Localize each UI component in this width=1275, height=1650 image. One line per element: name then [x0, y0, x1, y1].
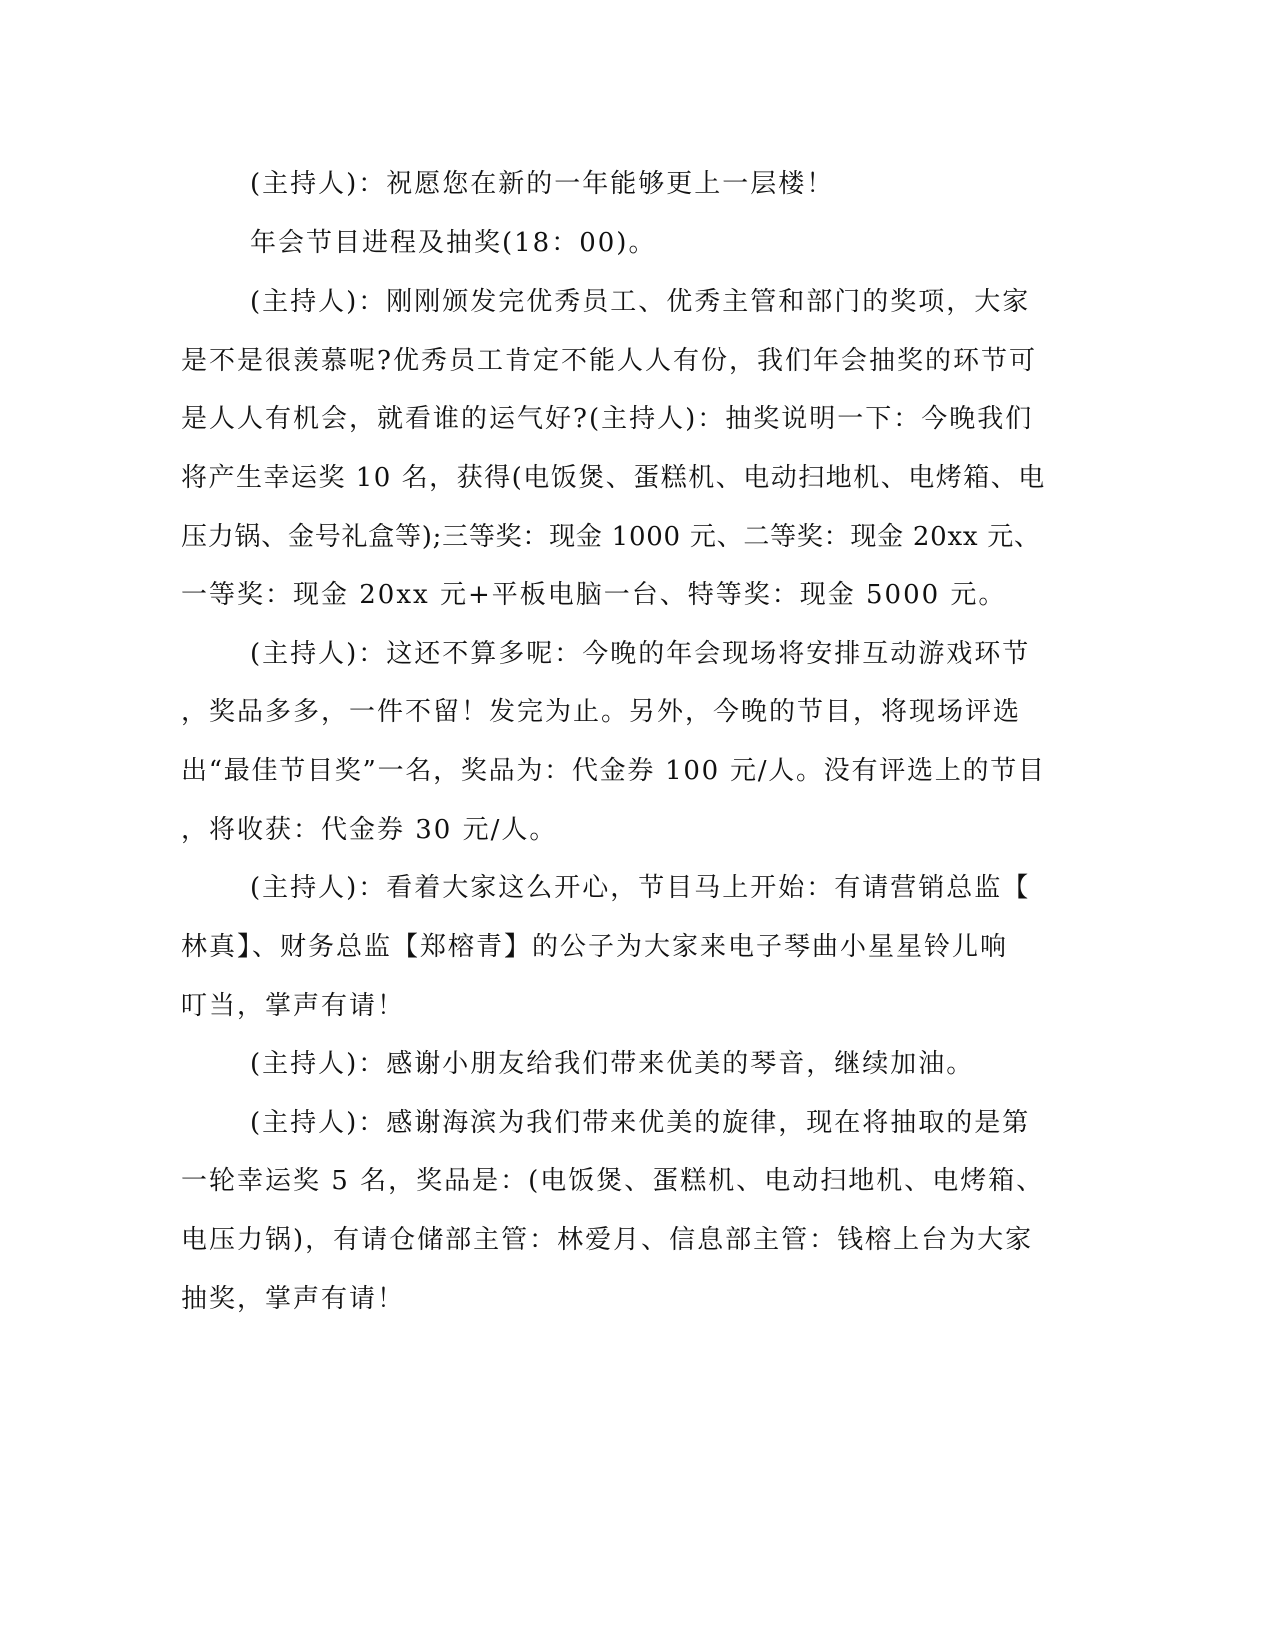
- text-line: 一轮幸运奖 5 名，奖品是：(电饭煲、蛋糕机、电动扫地机、电烤箱、: [181, 1166, 1045, 1196]
- text-line: 将产生幸运奖 10 名，获得(电饭煲、蛋糕机、电动扫地机、电烤箱、电: [181, 463, 1046, 493]
- text-line: (主持人)：这还不算多呢：今晚的年会现场将安排互动游戏环节: [250, 639, 1031, 669]
- text-line: (主持人)：刚刚颁发完优秀员工、优秀主管和部门的奖项，大家: [250, 287, 1031, 317]
- text-line: (主持人)：感谢海滨为我们带来优美的旋律，现在将抽取的是第: [250, 1108, 1031, 1138]
- text-line: 年会节目进程及抽奖(18：00)。: [250, 228, 657, 258]
- text-line: ，将收获：代金券 30 元/人。: [181, 815, 558, 845]
- text-line: 林真】、财务总监【郑榕青】的公子为大家来电子琴曲小星星铃儿响: [181, 932, 1009, 962]
- text-line: 电压力锅)，有请仓储部主管：林爱月、信息部主管：钱榕上台为大家: [181, 1225, 1034, 1255]
- text-line: 叮当，掌声有请！: [181, 991, 406, 1021]
- text-line: 是人人有机会，就看谁的运气好?(主持人)：抽奖说明一下：今晚我们: [181, 404, 1034, 434]
- text-line: (主持人)：看着大家这么开心，节目马上开始：有请营销总监【: [250, 873, 1031, 903]
- text-line: 压力锅、金号礼盒等);三等奖：现金 1000 元、二等奖：现金 20xx 元、: [181, 522, 1041, 552]
- text-line: ，奖品多多，一件不留！发完为止。另外，今晚的节目，将现场评选: [181, 697, 1022, 727]
- text-line: (主持人)：祝愿您在新的一年能够更上一层楼！: [250, 169, 835, 199]
- text-line: (主持人)：感谢小朋友给我们带来优美的琴音，继续加油。: [250, 1049, 975, 1079]
- text-line: 一等奖：现金 20xx 元+平板电脑一台、特等奖：现金 5000 元。: [181, 580, 1007, 610]
- text-line: 出“最佳节目奖”一名，奖品为：代金券 100 元/人。没有评选上的节目: [181, 756, 1046, 786]
- text-line: 抽奖，掌声有请！: [181, 1284, 406, 1314]
- text-line: 是不是很羡慕呢?优秀员工肯定不能人人有份，我们年会抽奖的环节可: [181, 346, 1037, 376]
